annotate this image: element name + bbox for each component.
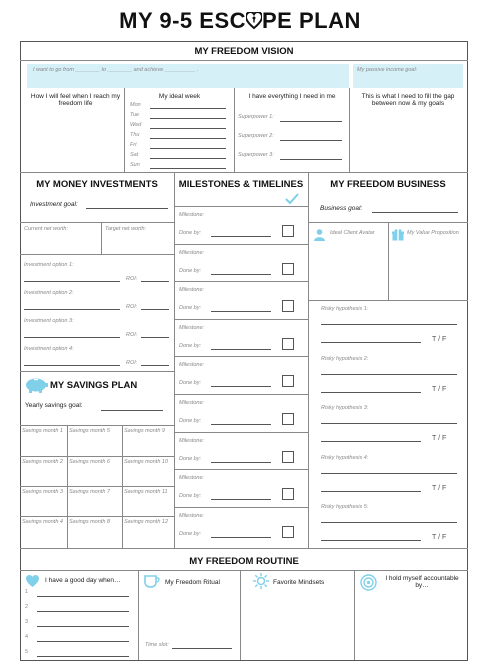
milestone-checkbox[interactable] [282,225,294,237]
investment-option-label: Investment option 2: [24,290,74,296]
hypothesis-line[interactable] [321,374,457,375]
business-goal-label: Business goal: [320,205,363,212]
savings-month-cell[interactable]: Savings month 7 [69,489,110,495]
day-label: Tue [130,112,140,118]
hypothesis-line[interactable] [321,324,457,325]
good-day-number: 2 [25,604,29,610]
value-proposition-label: My Value Proposition [407,230,459,236]
done-by-label: Done by: [179,305,202,312]
done-by-line[interactable] [211,274,271,275]
savings-month-cell[interactable]: Savings month 4 [22,519,63,525]
yearly-savings-line[interactable] [101,410,163,411]
done-by-line[interactable] [211,537,271,538]
milestone-label: Milestone: [179,324,205,331]
true-false-label[interactable]: T / F [432,534,447,542]
savings-month-cell[interactable]: Savings month 5 [69,428,110,434]
gap-label: This is what I need to fill the gap between now & my goals [361,93,455,107]
accountable-label: I hold myself accountable by… [385,575,459,589]
done-by-label: Done by: [179,493,202,500]
milestone-checkbox[interactable] [282,338,294,350]
done-by-label: Done by: [179,418,202,424]
roi-line[interactable] [141,365,169,366]
done-by-label: Done by: [179,267,202,274]
milestone-checkbox[interactable] [282,263,294,275]
true-false-label[interactable]: T / F [432,435,447,443]
roi-line[interactable] [141,309,169,310]
investment-goal-label: Investment goal: [30,201,78,208]
hypothesis-line[interactable] [321,423,457,424]
done-by-line[interactable] [211,349,271,350]
day-label: Thu [130,132,140,138]
favorite-mindsets-label: Favorite Mindsets [273,579,325,586]
investment-option-label: Investment option 4: [24,346,74,352]
done-by-label: Done by: [179,455,202,462]
roi-line[interactable] [141,281,169,282]
hypothesis-line[interactable] [321,392,421,393]
milestone-checkbox[interactable] [282,413,294,425]
milestone-label: Milestone: [179,400,205,406]
vision-heading: MY FREEDOM VISION [194,46,294,57]
savings-month-cell[interactable]: Savings month 8 [69,519,110,525]
milestone-checkbox[interactable] [282,300,294,312]
investment-goal-line[interactable] [86,208,168,209]
roi-label: ROI: [126,360,138,366]
savings-month-cell[interactable]: Savings month 12 [124,519,169,525]
business-goal-line[interactable] [372,212,458,213]
good-day-line[interactable] [37,611,129,612]
done-by-line[interactable] [211,311,271,312]
target-icon [360,574,377,596]
savings-month-cell[interactable]: Savings month 11 [124,489,168,495]
milestone-label: Milestone: [179,249,205,256]
good-day-line[interactable] [37,656,129,657]
milestone-checkbox[interactable] [282,375,294,387]
savings-month-cell[interactable]: Savings month 1 [22,428,63,434]
day-label: Sun [130,162,140,168]
good-day-number: 5 [25,649,29,655]
milestone-label: Milestone: [179,362,205,369]
day-label: Mon [130,102,141,108]
hypothesis-label: Risky hypothesis 3: [321,405,369,412]
superpower-label: Superpower 2: [238,133,274,139]
good-day-label: I have a good day when… [45,577,121,584]
true-false-label[interactable]: T / F [432,385,447,393]
hypothesis-label: Risky hypothesis 2: [321,355,369,362]
done-by-line[interactable] [211,386,271,387]
investment-option-label: Investment option 1: [24,262,74,268]
hypothesis-label: Risky hypothesis 1: [321,306,369,312]
time-slot-label: Time slot: [145,642,169,648]
hypothesis-line[interactable] [321,441,421,442]
hypothesis-line[interactable] [321,473,457,474]
ideal-client-label: Ideal Client Avatar [330,230,375,236]
hypothesis-line[interactable] [321,540,421,541]
superpower-line[interactable] [280,121,342,122]
savings-month-cell[interactable]: Savings month 10 [124,459,169,465]
done-by-line[interactable] [211,499,271,500]
day-label: Fri [130,142,137,148]
roi-label: ROI: [126,332,138,338]
investment-option-label: Investment option 3: [24,318,74,324]
hypothesis-label: Risky hypothesis 4: [321,454,369,461]
page-title: MY 9-5 ESC PE PLAN [119,8,361,33]
hypothesis-line[interactable] [321,491,421,492]
day-label: Sat [130,152,139,158]
savings-month-cell[interactable]: Savings month 9 [124,428,165,434]
milestone-checkbox[interactable] [282,488,294,500]
feel-label: How I will feel when I reach my freedom life [30,93,121,107]
day-line[interactable] [150,118,226,119]
hypothesis-line[interactable] [321,522,457,523]
good-day-line[interactable] [37,596,129,597]
day-line[interactable] [150,108,226,109]
investment-option-line[interactable] [24,365,120,366]
routine-heading: MY FREEDOM ROUTINE [189,556,299,567]
roi-label: ROI: [126,304,138,310]
good-day-number: 4 [25,634,29,640]
investment-option-line[interactable] [24,309,120,310]
sun-icon [253,573,269,594]
superpower-line[interactable] [280,159,342,160]
day-line[interactable] [150,148,226,149]
milestone-checkbox[interactable] [282,451,294,463]
piggy-bank-icon [24,377,48,398]
coffee-cup-icon [144,575,160,593]
savings-month-cell[interactable]: Savings month 3 [22,489,63,495]
savings-heading: MY SAVINGS PLAN [50,380,138,391]
day-line[interactable] [150,168,226,169]
milestone-label: Milestone: [179,475,205,482]
investment-option-line[interactable] [24,281,120,282]
time-slot-line[interactable] [172,648,232,649]
good-day-line[interactable] [37,641,129,642]
milestone-label: Milestone: [179,212,205,218]
true-false-label[interactable]: T / F [432,336,447,343]
roi-label: ROI: [126,276,138,282]
yearly-savings-label: Yearly savings goal: [25,402,83,409]
superpower-label: Superpower 3: [238,152,274,158]
money-heading: MY MONEY INVESTMENTS [36,179,158,190]
go-from-text: I want to go from ________ to ________ and achieve __________ . [33,67,199,73]
day-line[interactable] [150,138,226,139]
done-by-line[interactable] [211,236,271,237]
hypothesis-label: Risky hypothesis 5: [321,504,369,511]
freedom-ritual-label: My Freedom Ritual [165,579,220,586]
true-false-label[interactable]: T / F [432,484,447,492]
milestone-label: Milestone: [179,512,205,519]
roi-line[interactable] [141,337,169,338]
savings-month-cell[interactable]: Savings month 2 [22,459,63,465]
heart-lock-icon [246,10,262,28]
done-by-label: Done by: [179,380,202,387]
person-icon [314,228,325,246]
checkmark-icon [285,192,299,210]
superpower-line[interactable] [280,140,342,141]
done-by-line[interactable] [211,424,271,425]
savings-month-cell[interactable]: Savings month 6 [69,459,110,465]
milestones-heading: MILESTONES & TIMELINES [178,179,304,190]
current-net-worth-label: Current net worth: [24,226,69,232]
ideal-week-label: My ideal week [158,93,201,100]
done-by-label: Done by: [179,530,202,537]
everything-label: I have everything I need in me [248,93,336,100]
investment-option-line[interactable] [24,337,120,338]
good-day-line[interactable] [37,626,129,627]
day-line[interactable] [150,128,226,129]
milestone-checkbox[interactable] [282,526,294,538]
good-day-number: 3 [25,619,29,625]
superpower-label: Superpower 1: [238,114,274,120]
milestone-label: Milestone: [179,287,205,294]
done-by-line[interactable] [211,462,271,463]
hypothesis-line[interactable] [321,342,421,343]
target-net-worth-label: Target net worth: [105,226,147,232]
done-by-label: Done by: [179,230,202,236]
milestone-label: Milestone: [179,437,205,444]
good-day-number: 1 [25,589,29,595]
business-heading: MY FREEDOM BUSINESS [330,179,446,190]
passive-income-label: My passive income goal: [357,67,418,73]
done-by-label: Done by: [179,342,202,349]
day-label: Wed [130,122,142,128]
gift-icon [392,228,404,246]
day-line[interactable] [150,158,226,159]
